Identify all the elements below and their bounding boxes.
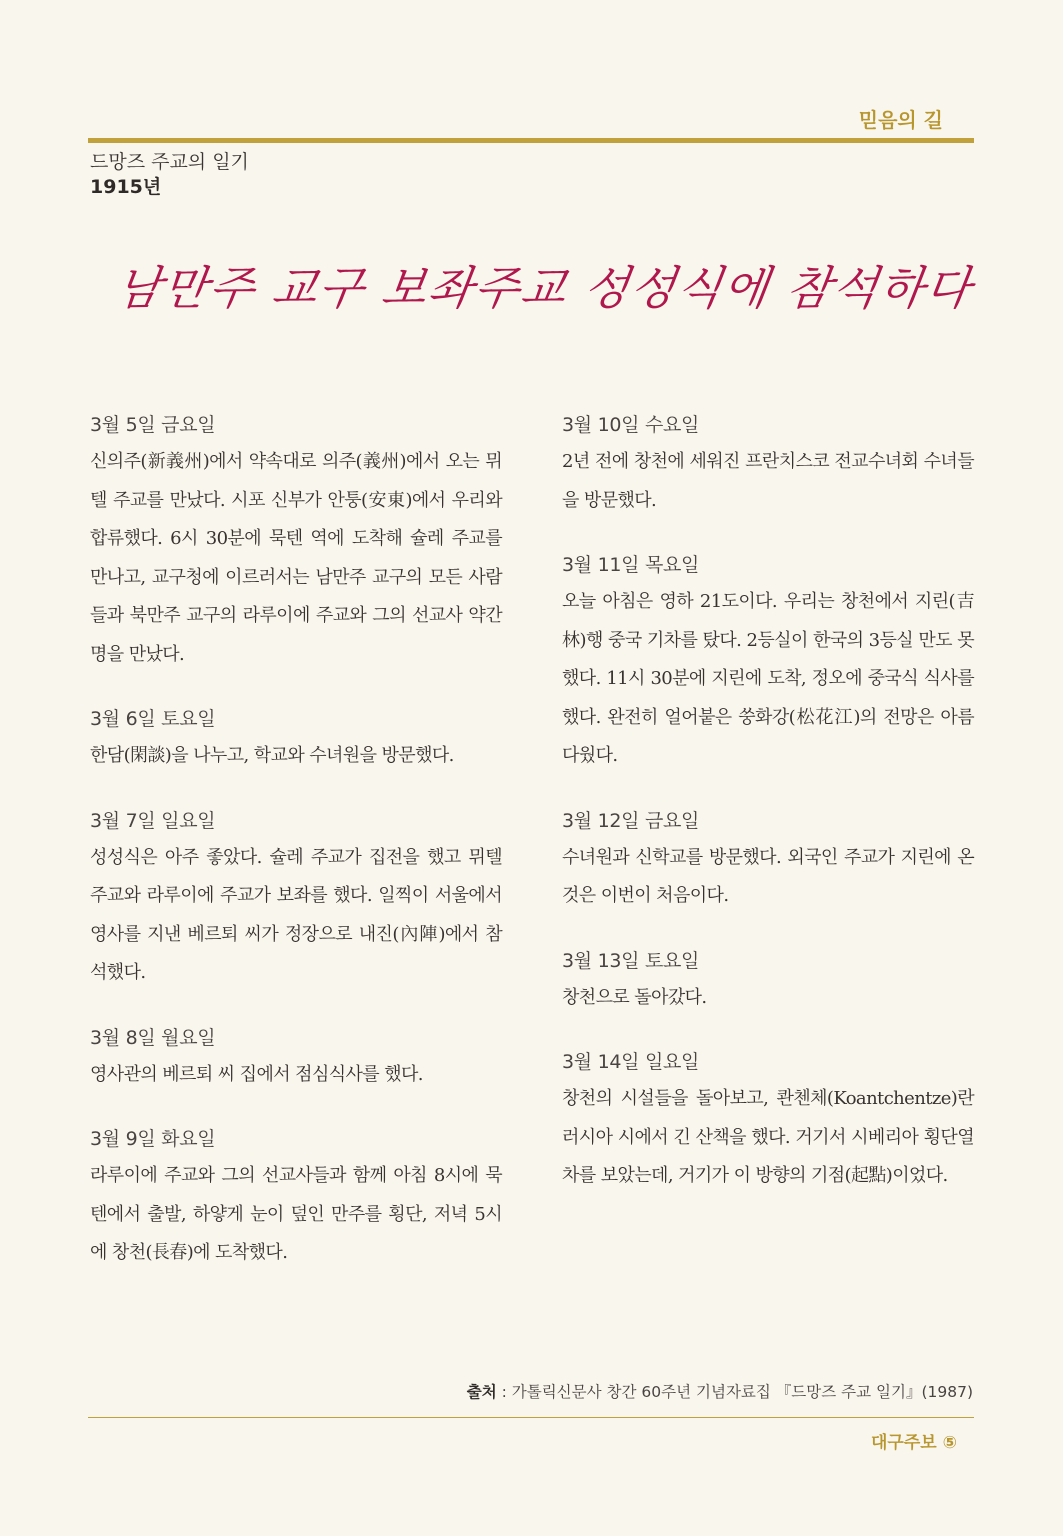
entry-text: 한담(閑談)을 나누고, 학교와 수녀원을 방문했다.	[90, 745, 454, 766]
entry-text: 오늘 아침은 영하 21도이다. 우리는 창천에서 지린(吉林)행 중국 기차를 탔다. 2등실이 한국의 3등실 만도 못했다. 11시 30분에 지린에 도착, 정오에 중국식 식사를 했다. 완전히 얼어붙은 쑹화강(松花江)의 전망은 아름다웠다.	[562, 591, 974, 766]
entry-text: 영사관의 베르퇴 씨 집에서 점심식사를 했다.	[90, 1063, 423, 1085]
entry-date: 3월 13일 토요일	[562, 949, 700, 972]
entry-date: 3월 10일 수요일	[562, 414, 700, 436]
entry-text: 2년 전에 창천에 세워진 프란치스코 전교수녀회 수녀들을 방문했다.	[562, 451, 974, 511]
diary-entry	[90, 806, 502, 993]
bottom-rule	[88, 1417, 974, 1418]
page-title: 남만주 교구 보좌주교 성성식에 참석하다	[112, 261, 977, 315]
diary-entry	[562, 946, 974, 1018]
diary-entry	[90, 1124, 502, 1273]
diary-entry	[562, 550, 974, 776]
section-label: 믿음의 길	[858, 108, 943, 132]
entry-text: 성성식은 아주 좋았다. 슐레 주교가 집전을 했고 뮈텔 주교와 라루이에 주교가 보좌를 했다. 일찍이 서울에서 영사를 지낸 베르퇴 씨가 정장으로 내진(內陣)에서 참석했다.	[90, 846, 502, 983]
entry-date: 3월 7일 일요일	[90, 809, 216, 832]
page-footer: 대구주보 ⑤	[871, 1433, 957, 1453]
entry-text: 신의주(新義州)에서 약속대로 의주(義州)에서 오는 뮈텔 주교를 만났다. 시포 신부가 안퉁(安東)에서 우리와 합류했다. 6시 30분에 묵텐 역에 도착해 슐레 주교를 만나고, 교구청에 이르러서는 남만주 교구의 모든 사람들과 북만주 교구의 라루이에 주교와 그의 선교사 약간 명을 만났다.	[90, 451, 502, 665]
entry-text: 창천의 시설들을 돌아보고, 콴첸체(Koantchentze)란 러시아 시에서 긴 산책을 했다. 거기서 시베리아 횡단열차를 보았는데, 거기가 이 방향의 기점(起點)이었다.	[562, 1088, 974, 1186]
entry-date: 3월 12일 금요일	[562, 809, 700, 832]
series-title: 드망즈 주교의 일기	[90, 151, 249, 173]
right-column	[562, 410, 974, 1226]
diary-entry	[562, 806, 974, 916]
entry-text: 수녀원과 신학교를 방문했다. 외국인 주교가 지린에 온 것은 이번이 처음이다.	[562, 846, 974, 906]
diary-entry	[562, 1047, 974, 1196]
entry-text: 창천으로 돌아갔다.	[562, 986, 707, 1008]
entry-date: 3월 8일 월요일	[90, 1026, 216, 1049]
series-year: 1915년	[90, 176, 162, 198]
diary-entry	[562, 410, 974, 520]
entry-date: 3월 11일 목요일	[562, 554, 700, 576]
series-heading	[90, 150, 249, 200]
source-citation	[467, 1380, 973, 1402]
entry-date: 3월 14일 일요일	[562, 1051, 700, 1073]
top-rule	[88, 138, 974, 143]
diary-entry	[90, 410, 502, 674]
left-column	[90, 410, 502, 1303]
entry-date: 3월 9일 화요일	[90, 1128, 216, 1150]
entry-text: 라루이에 주교와 그의 선교사들과 함께 아침 8시에 묵텐에서 출발, 하얗게 눈이 덮인 만주를 횡단, 저녁 5시에 창천(長春)에 도착했다.	[90, 1165, 502, 1263]
entry-date: 3월 6일 토요일	[90, 708, 216, 730]
source-label: 출처	[466, 1383, 497, 1401]
diary-entry	[90, 1023, 502, 1095]
source-text: : 가톨릭신문사 창간 60주년 기념자료집 『드망즈 주교 일기』(1987)	[496, 1383, 973, 1401]
entry-date: 3월 5일 금요일	[90, 414, 216, 436]
diary-entry	[90, 704, 502, 776]
